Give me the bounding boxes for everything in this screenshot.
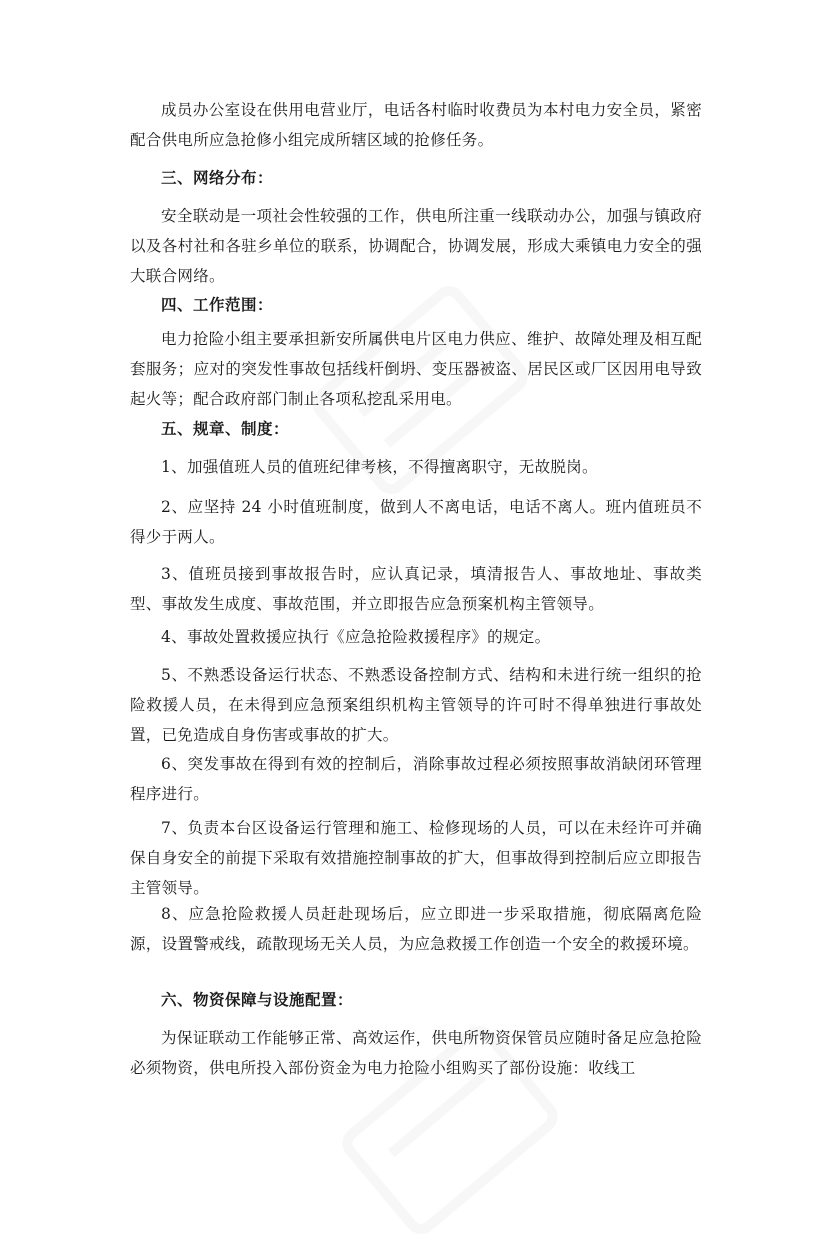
heading-rules-regulations: 五、规章、制度： — [161, 419, 290, 438]
rule-item-5: 5、不熟悉设备运行状态、不熟悉设备控制方式、结构和未进行统一组织的抢险救援人员，在未得到应急预案组织机构主管领导的许可时不得单独进行事故处置，已免造成自身伤害或事故的扩大。 — [130, 666, 702, 744]
paragraph-materials-guarantee: 为保证联动工作能够正常、高效运作，供电所物资保管员应随时备足应急抢险必须物资，供电所投入部份资金为电力抢险小组购买了部份设施：收线工 — [130, 1029, 702, 1077]
rule-item-6: 6、突发事故在得到有效的控制后，消除事故过程必须按照事故消缺闭环管理程序进行。 — [130, 755, 702, 803]
paragraph-safety-linkage: 安全联动是一项社会性较强的工作，供电所注重一线联动办公，加强与镇政府以及各村社和各驻乡单位的联系，协调配合，协调发展，形成大乘镇电力安全的强大联合网络。 — [130, 207, 702, 285]
paragraph-repair-team-scope: 电力抢险小组主要承担新安所属供电片区电力供应、维护、故障处理及相互配套服务；应对的突发性事故包括线杆倒坍、变压器被盗、居民区或厂区因用电导致起火等；配合政府部门制止各项私挖乱采用电。 — [130, 330, 702, 408]
rule-item-3: 3、值班员接到事故报告时，应认真记录，填清报告人、事故地址、事故类型、事故发生成度、事故范围，并立即报告应急预案机构主管领导。 — [130, 565, 702, 613]
rule-item-7: 7、负责本台区设备运行管理和施工、检修现场的人员，可以在未经许可并确保自身安全的前提下采取有效措施控制事故的扩大，但事故得到控制后应立即报告主管领导。 — [130, 819, 702, 897]
rule-item-8: 8、应急抢险救援人员赶赴现场后，应立即进一步采取措施，彻底隔离危险源，设置警戒线，疏散现场无关人员，为应急救援工作创造一个安全的救援环境。 — [130, 905, 702, 953]
rule-item-4: 4、事故处置救援应执行《应急抢险救援程序》的规定。 — [161, 628, 551, 646]
rule-item-1: 1、加强值班人员的值班纪律考核，不得擅离职守，无故脱岗。 — [161, 458, 598, 476]
heading-work-scope: 四、工作范围： — [161, 295, 274, 314]
rule-item-2: 2、应坚持 24 小时值班制度，做到人不离电话，电话不离人。班内值班员不得少于两人。 — [130, 498, 702, 546]
heading-network-distribution: 三、网络分布： — [161, 168, 274, 187]
heading-materials-facilities: 六、物资保障与设施配置： — [161, 990, 354, 1009]
paragraph-office-location: 成员办公室设在供用电营业厅，电话各村临时收费员为本村电力安全员，紧密配合供电所应急抢修小组完成所辖区域的抢修任务。 — [130, 101, 702, 149]
